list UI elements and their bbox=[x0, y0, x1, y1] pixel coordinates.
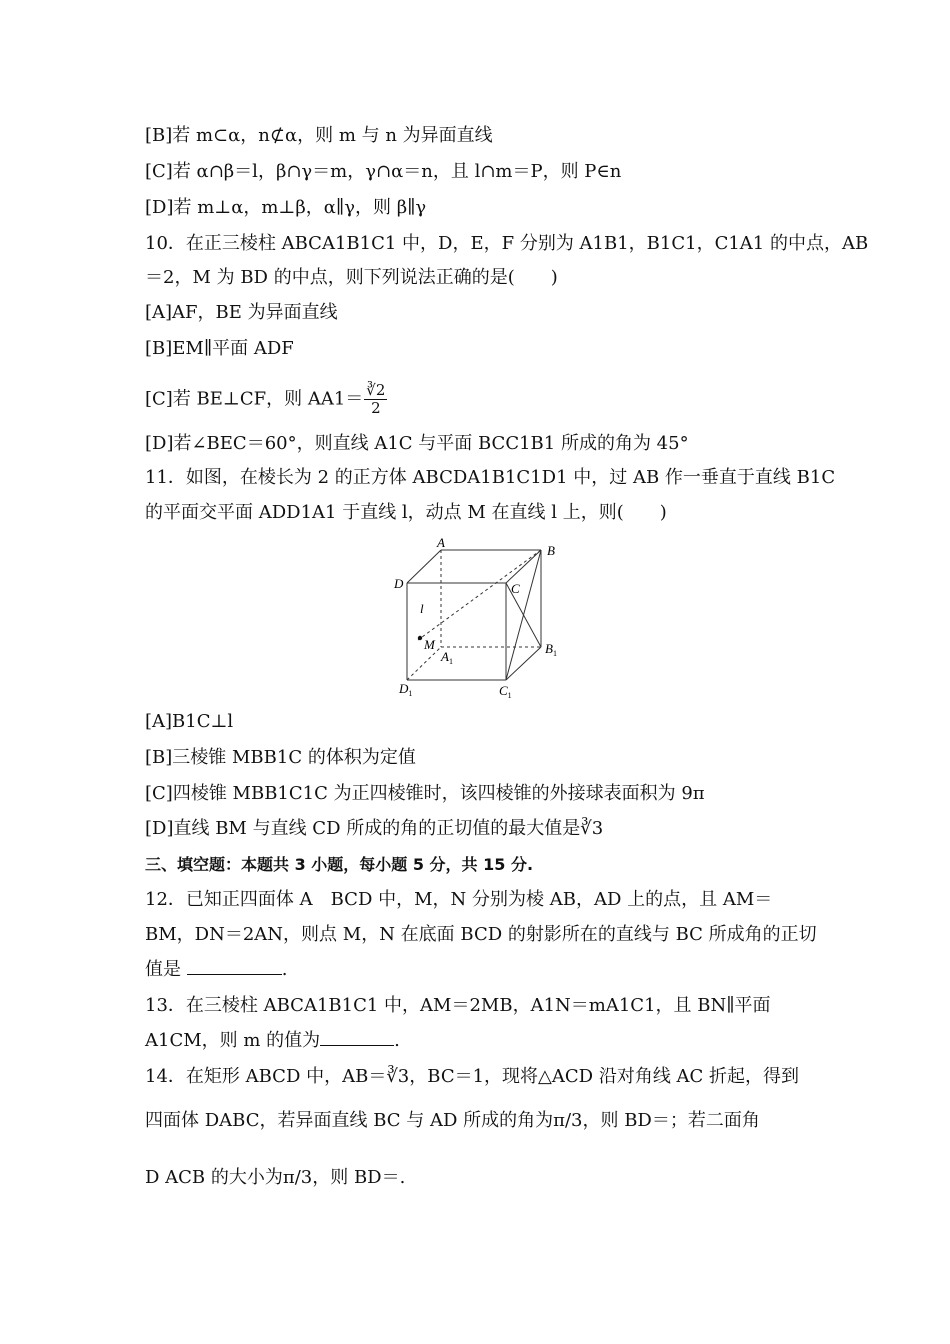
q10-option-c-fraction bbox=[364, 382, 387, 417]
cube-figure bbox=[393, 536, 573, 701]
q14-stem-line3: D ACB 的大小为π/3，则 BD＝. bbox=[145, 1167, 406, 1188]
q9-option-b: [B]若 m⊂α，n⊄α，则 m 与 n 为异面直线 bbox=[145, 125, 493, 146]
q9-option-c: [C]若 α∩β＝l，β∩γ＝m，γ∩α＝n，且 l∩m＝P，则 P∈n bbox=[145, 161, 622, 182]
q10-option-c bbox=[145, 382, 388, 417]
q12-stem-line3: 值是 . bbox=[145, 959, 288, 980]
q10-option-d: [D]若∠BEC＝60°，则直线 A1C 与平面 BCC1B1 所成的角为 45° bbox=[145, 433, 689, 454]
q10-option-a: [A]AF，BE 为异面直线 bbox=[145, 302, 338, 323]
label-a1: $A_1$ bbox=[441, 649, 453, 666]
edge-da bbox=[407, 550, 441, 583]
q11-option-a: [A]B1C⊥l bbox=[145, 711, 234, 732]
label-b: B bbox=[547, 543, 555, 558]
q12-answer-blank[interactable] bbox=[187, 958, 282, 975]
q10-stem-line2: ＝2，M 为 BD 的中点，则下列说法正确的是( ) bbox=[145, 267, 558, 288]
label-l: l bbox=[420, 601, 424, 616]
q10-option-c-text: [C]若 BE⊥CF，则 AA1＝ bbox=[145, 388, 364, 410]
edge-c1b1 bbox=[506, 647, 541, 680]
label-b1: $B_1$ bbox=[545, 641, 557, 658]
q11-stem-line1: 11．如图，在棱长为 2 的正方体 ABCDA1B1C1D1 中，过 AB 作一垂直于直线 B1C bbox=[145, 467, 836, 488]
q13-stem-line1: 13．在三棱柱 ABCA1B1C1 中，AM＝2MB，A1N＝mA1C1，且 BN∥平面 bbox=[145, 995, 771, 1016]
label-a: A bbox=[437, 536, 445, 550]
label-m: M bbox=[424, 637, 435, 652]
q9-option-d: [D]若 m⊥α，m⊥β，α∥γ，则 β∥γ bbox=[145, 197, 427, 218]
fraction-numerator: ∛2 bbox=[366, 381, 386, 399]
section-3-heading: 三、填空题：本题共 3 小题，每小题 5 分，共 15 分. bbox=[145, 855, 534, 874]
q11-option-d: [D]直线 BM 与直线 CD 所成的角的正切值的最大值是∛3 bbox=[145, 818, 604, 839]
q11-stem-line2: 的平面交平面 ADD1A1 于直线 l，动点 M 在直线 l 上，则( ) bbox=[145, 502, 667, 523]
line-l bbox=[418, 550, 541, 640]
q12-stem-line2: BM，DN＝2AN，则点 M，N 在底面 BCD 的射影所在的直线与 BC 所成角的正切 bbox=[145, 924, 817, 945]
q14-stem-line1: 14．在矩形 ABCD 中，AB＝∛3，BC＝1，现将△ACD 沿对角线 AC 折起，得到 bbox=[145, 1066, 800, 1087]
q12-stem-line1: 12．已知正四面体 A BCD 中，M，N 分别为棱 AB，AD 上的点，且 AM＝ bbox=[145, 889, 773, 910]
q12-text: 值是 bbox=[145, 959, 181, 980]
edge-cb bbox=[506, 550, 541, 583]
label-d1: $D_1$ bbox=[399, 681, 413, 698]
fraction-denominator: 2 bbox=[371, 399, 381, 417]
q10-option-b: [B]EM∥平面 ADF bbox=[145, 338, 294, 359]
label-c1: $C_1$ bbox=[499, 683, 512, 700]
q11-option-b: [B]三棱锥 MBB1C 的体积为定值 bbox=[145, 747, 416, 768]
q14-stem-line2: 四面体 DABC，若异面直线 BC 与 AD 所成的角为π/3，则 BD＝；若二面角 bbox=[145, 1110, 760, 1131]
q13-stem-line2: A1CM，则 m 的值为 . bbox=[145, 1030, 400, 1051]
label-c: C bbox=[511, 581, 520, 596]
label-d: D bbox=[394, 576, 404, 591]
diagonal-bc1 bbox=[506, 550, 541, 680]
q10-stem-line1: 10．在正三棱柱 ABCA1B1C1 中，D，E，F 分别为 A1B1，B1C1，C1A1 的中点，AB bbox=[145, 233, 869, 254]
q11-option-c: [C]四棱锥 MBB1C1C 为正四棱锥时，该四棱锥的外接球表面积为 9π bbox=[145, 783, 705, 804]
q13-text: A1CM，则 m 的值为 bbox=[145, 1030, 321, 1051]
q13-answer-blank[interactable] bbox=[320, 1029, 394, 1046]
point-m bbox=[418, 636, 422, 640]
